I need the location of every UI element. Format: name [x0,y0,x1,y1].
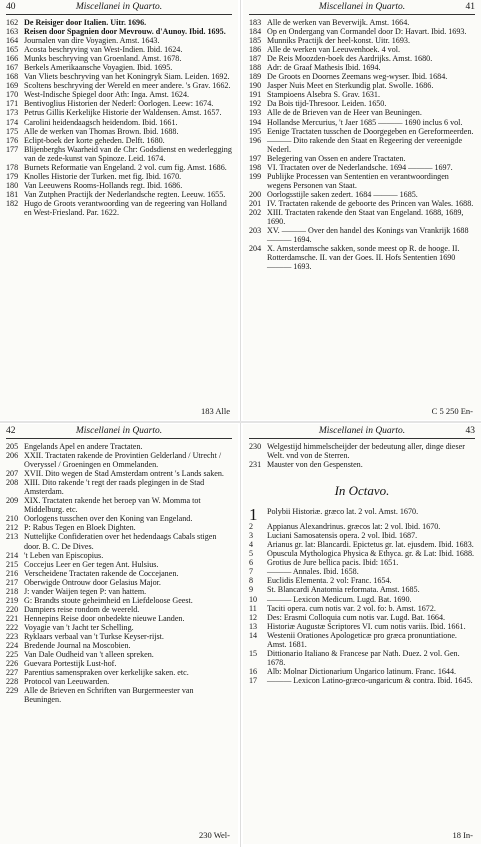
entry-number: 169 [6,81,19,91]
running-title: Miscellanei in Quarto. [75,2,163,12]
page-40 [0,0,238,420]
entry-text: XVII. Dito wegen de Stad Amsterdam ontrent 's Lands saken. [24,469,224,479]
catalog-entry [6,668,232,677]
entry-number: 200 [249,189,262,199]
catalog-entry [6,36,232,45]
entry-text: Luciani Samosatensis opera. 2 vol. Ibid. 1687. [267,531,418,541]
entry-text: Hennepins Reise door onbedekte nieuwe Landen. [24,613,185,623]
entry-number: 1 [249,505,258,525]
entry-text: St. Blancardi Anatomia reformata. Amst. 1685. [267,585,420,595]
page-43 [243,424,481,844]
entry-number: 207 [6,469,19,479]
catalog-entry [6,172,232,181]
entry-number: 167 [6,63,19,73]
entry-number: 171 [6,99,19,109]
entry-number: 227 [6,668,19,678]
section-heading: In Octavo. [334,483,390,499]
entry-number: 10 [249,594,258,604]
catalog-entry [249,622,475,631]
catalog-entry [6,641,232,650]
entry-text: 't Leben van Episcopius. [24,550,104,560]
entry-number: 180 [6,180,19,190]
entry-number: 195 [249,126,262,136]
entry-number: 190 [249,81,262,91]
entry-number: 231 [249,460,262,470]
catalog-entry [6,605,232,614]
catalog-entry [249,127,475,136]
entry-number: 220 [6,604,19,614]
entry-text: Blijenberghs Waarheid van de Chr: Godsdienst en wederlegging van de zede-kunst van Spinoze. Leid. 1674. [24,144,232,163]
entry-number: 4 [249,540,254,550]
catalog-entry [6,181,232,190]
entry-text: Dampiers reise rondom de weereld. [24,604,140,614]
entry-number: 221 [6,613,19,623]
catalog-entry [249,595,475,604]
entry-number: 2 [249,522,254,532]
page-number: 40 [6,2,16,12]
entry-number: 187 [249,54,262,64]
entry-text: Engelands Apel en andere Tractaten. [24,442,143,451]
catalog-entry [249,36,475,45]
catalog-entry [249,522,475,531]
catalog-entry [6,127,232,136]
entry-number: 173 [6,108,19,118]
catalog-entry [249,154,475,163]
entry-text: Coccejus Leer en Ger tegen Ant. Hulsius. [24,559,159,569]
entry-text: Euclidis Elementa. 2 vol: Franc. 1654. [267,576,392,586]
entry-number: 196 [249,135,262,145]
catalog-entry [6,442,232,451]
catalog-entry [6,623,232,632]
entry-text: Adr: de Graaf Mathesis Ibid. 1694. [267,63,381,73]
catalog-entry [6,108,232,117]
catalog-entry [249,45,475,54]
entry-number: 215 [6,559,19,569]
entry-number: 203 [249,226,262,236]
page-header [243,0,481,12]
catalog-entry [249,460,475,469]
catalog-entry [6,659,232,668]
entry-number: 164 [6,36,19,46]
header-rule [6,14,232,15]
running-title: Miscellanei in Quarto. [318,426,406,436]
entry-number: 204 [249,244,262,254]
catchword: 230 Wel- [198,830,230,840]
entry-text: Scoltens beschryving der Wereld en meer andere. 's Grav. 1662. [24,81,231,91]
catalog-entry [249,108,475,117]
catalog-entry [249,531,475,540]
entry-number: 183 [249,18,262,27]
catalog-entry [6,596,232,605]
catalog-entry [6,199,232,217]
catalog-entry [6,614,232,623]
entry-text: Belegering van Ossen en andere Tractaten. [267,153,406,163]
entry-number: 3 [249,531,254,541]
catalog-entry [249,208,475,226]
entry-number: 15 [249,648,258,658]
entry-text: Alle de werken van Thomas Brown. Ibid. 1688. [24,126,179,136]
entry-number: 229 [6,686,19,696]
catalog-entry [6,54,232,63]
header-rule [249,14,475,15]
running-title: Miscellanei in Quarto. [318,2,406,12]
catalog-entry [6,478,232,496]
entry-number: 216 [6,568,19,578]
entry-text: Eenige Tractaten tusschen de Doorgegeben en Gereformeerden. [267,126,474,136]
entry-text: Alle de de Brieven van de Heer van Beuningen. [267,108,422,118]
catalog-entry [249,540,475,549]
entry-number: 162 [6,18,19,27]
entry-number: 223 [6,631,19,641]
page-number: 42 [6,426,16,436]
entry-text: Guevara Portestijk Lust-hof. [24,659,117,669]
entry-text: Dittionario Italiano & Francese par Nath. Duez. 2 vol. Gen. 1678. [267,648,460,667]
entry-number: 191 [249,90,262,100]
entry-number: 7 [249,567,254,577]
entry-number: 230 [249,442,262,451]
catalog-entry [6,81,232,90]
entry-text: Jasper Nuis Meet en Sterkundig plat. Swolle. 1686. [267,81,434,91]
entry-text: Westenii Orationes Apologeticæ pro græca pronuntiatione. Amst. 1681. [267,630,457,649]
page-header [243,424,481,436]
catalog-entry [249,72,475,81]
entry-number: 8 [249,576,254,586]
catalog-entry [249,27,475,36]
entry-number: 192 [249,99,262,109]
entry-text: Reisen door Spagnien door Mevrouw. d'Aunoy. Ibid. 1695. [24,27,226,37]
entry-text: Op en Ondergang van Cormandel door D: Havart. Ibid. 1693. [267,27,467,37]
entry-text: G: Brandts stoute geheimheid en Liefdeloose Geest. [24,595,193,605]
catalog-entry [6,677,232,686]
entry-text: ——— Annales. Ibid. 1658. [267,567,359,577]
page-number: 41 [465,2,475,12]
catalog-entry [249,136,475,154]
entry-number: 201 [249,198,262,208]
entry-text: De Reis Moozden-boek des Aardrijks. Amst. 1680. [267,54,433,64]
entry-number: 6 [249,558,254,568]
entry-text: Voyagie van 't Jacht ter Schelling. [24,622,134,632]
entry-number: 224 [6,641,19,651]
catalog-entry [6,686,232,704]
entry-text: Van Zutphen Practijk der Nederlandsche regten. Leeuw. 1655. [24,189,226,199]
entry-text: Oberwigde Ontrouw door Gelasius Major. [24,577,161,587]
page-number: 43 [465,426,475,436]
catchword: 183 Alle [200,406,230,416]
entry-number: 213 [6,532,19,542]
entry-number: 12 [249,612,258,622]
entry-number: 209 [6,496,19,506]
catalog-entry [249,576,475,585]
entry-number: 186 [249,45,262,55]
catchword: 18 In- [452,830,473,840]
catalog-entries [0,18,238,217]
entry-text: Appianus Alexandrinus. græcos lat: 2 vol. Ibid. 1670. [267,522,441,532]
entry-text: Van Vliets beschryving van het Koningryk Siam. Leiden. 1692. [24,72,230,82]
entry-number: 165 [6,45,19,55]
catalog-entry [6,551,232,560]
catalog-entry [249,118,475,127]
catalog-entry [6,587,232,596]
entry-number: 206 [6,451,19,461]
catalog-entry [249,585,475,594]
entry-text: Acosta beschryving van West-Indien. Ibid. 1624. [24,45,183,55]
entry-text: Alb: Molnar Dictionarium Ungarico latinum. Franc. 1644. [267,666,457,676]
catalog-entries-quarto [243,442,481,469]
entry-number: 166 [6,54,19,64]
catalog-entry [6,560,232,569]
entry-number: 184 [249,27,262,37]
catchword: C 5 250 En- [431,406,473,416]
entry-text: Welgestijd himmelscheijder der bedeutung aller, dinge dieser Welt. vnd von de Sterren. [267,442,465,461]
entry-number: 208 [6,478,19,488]
entry-text: Berkels Amerikaansche Voyagien. Ibid. 1695. [24,63,173,73]
entry-text: Alle de werken van Beverwijk. Amst. 1664. [267,18,410,27]
catalog-entry [249,667,475,676]
page-gutter [240,0,241,847]
entry-text: Bredende Journal na Moscobien. [24,641,131,651]
entry-number: 175 [6,126,19,136]
entry-text: Ryklaars verbaal van 't Turkse Keyser-rijst. [24,631,164,641]
entry-text: ——— Dito rakende den Staat en Regeering der vereenigde Nederl. [267,135,463,154]
entry-number: 176 [6,135,19,145]
catalog-entry [249,649,475,667]
page-42 [0,424,238,844]
entry-text: Knolles Historie der Turken. met fig. Ibid. 1670. [24,171,182,181]
catalog-entry [6,18,232,27]
entry-number: 225 [6,650,19,660]
entry-text: XIII. Tractaten rakende den Staat van Engeland. 1688, 1689, 1690. [267,207,464,227]
catalog-entry [249,567,475,576]
entry-number: 11 [249,603,257,613]
entry-number: 197 [249,153,262,163]
catalog-entry [249,244,475,271]
entry-text: ——— Lexicon Latino-græco-ungaricum & contra. Ibid. 1645. [267,675,473,685]
entry-text: IV. Tractaten rakende de geboorte des Princen van Wales. 1688. [267,198,474,208]
entry-text: De Groots en Doornes Zeemans weg-wyser. Ibid. 1684. [267,72,448,82]
catalog-entry [6,496,232,514]
entry-number: 202 [249,207,262,217]
catalog-entry [6,63,232,72]
entry-number: 212 [6,523,19,533]
catalog-entry [6,99,232,108]
catalog-entry [249,163,475,172]
catalog-entry [249,63,475,72]
entry-number: 218 [6,586,19,596]
entry-number: 13 [249,621,258,631]
entry-number: 174 [6,117,19,127]
entry-number: 189 [249,72,262,82]
entry-number: 205 [6,442,19,451]
catalog-entry [6,578,232,587]
page-41 [243,0,481,420]
entry-text: Taciti opera. cum notis var. 2 vol. fo: b. Amst. 1672. [267,603,436,613]
catalog-entry [249,99,475,108]
entry-text: Eclipt-boek der korte geheden. Delft. 1680. [24,135,165,145]
entry-text: Historiæ Augustæ Scriptores VI. cum notis variis. Ibid. 1661. [267,621,466,631]
entry-number: 194 [249,117,262,127]
entry-number: 228 [6,677,19,687]
catalog-entry [6,72,232,81]
catalog-entry [6,469,232,478]
catalog-entries [243,18,481,271]
header-rule [6,438,232,439]
catalog-entry [6,650,232,659]
entry-text: Van Leeuwens Rooms-Hollands regt. Ibid. 1686. [24,180,183,190]
catalog-entry [6,514,232,523]
entry-text: Grotius de Jure bellica pacis. Ibid: 1651. [267,558,399,568]
catalog-entry [249,549,475,558]
catalog-entry [6,569,232,578]
entry-number: 181 [6,189,19,199]
entry-number: 17 [249,675,258,685]
entry-text: Burnets Reformatie van Engeland. 2 vol. cum fig. Amst. 1686. [24,162,227,172]
entry-number: 188 [249,63,262,73]
catalog-entry [249,442,475,460]
entry-number: 214 [6,550,19,560]
page-header [0,424,238,436]
catalog-entry [6,190,232,199]
entry-text: Opuscula Mythologica Physica & Ethyca. gr. & Lat: Ibid. 1688. [267,549,475,559]
catalog-entry [249,604,475,613]
entry-text: Carolini heidendaagsch heidendom. Ibid. 1661. [24,117,178,127]
entry-text: Hugo de Groots verantwoording van de regeering van Holland en West-Friesland. Par. 1622. [24,198,227,217]
catalog-entry [6,163,232,172]
catalog-entry [6,523,232,532]
entry-text: XXII. Tractaten rakende de Provintien Gelderland / Utrecht / Overyssel / Groeningen en Ommelanden. [24,451,222,470]
catalog-entry [249,54,475,63]
catalog-entry [249,81,475,90]
entry-text: VI. Tractaten over de Nederlandsche. 1694 ——— 1697. [267,162,453,172]
entry-number: 222 [6,622,19,632]
catalog-entry [6,532,232,550]
catalog-entry [6,451,232,469]
entry-text: Hollandse Mercurius, 't Jaer 1685 ——— 1690 inclus 6 vol. [267,117,463,127]
entry-text: XV. ——— Over den handel des Konings van Vrankrijk 1688 ——— 1694. [267,226,469,245]
entry-text: Polybii Historiæ. græco lat. 2 vol. Amst. 1670. [267,507,419,517]
entry-text: De Reisiger door Italien. Uitr. 1696. [24,18,147,27]
entry-number: 177 [6,144,19,154]
entry-text: Da Bois tijd-Thresoor. Leiden. 1650. [267,99,387,109]
entry-number: 219 [6,595,19,605]
catalog-entry [249,199,475,208]
catalog-entry [249,226,475,244]
catalog-entry [249,90,475,99]
catalog-entry [6,45,232,54]
entry-text: Van Dale Oudheid van 't alleen spreken. [24,650,154,660]
entry-number: 178 [6,162,19,172]
catalog-entry [6,632,232,641]
entry-text: Bentivoglius Historien der Nederl: Oorlogen. Leew: 1674. [24,99,214,109]
entry-text: Parentius samenspraken over kerkelijke saken. etc. [24,668,189,678]
catalog-entries [0,442,238,704]
entry-number: 163 [6,27,19,37]
entry-text: Verscheidene Tractaten rakende de Coccejanen. [24,568,179,578]
entry-number: 168 [6,72,19,82]
catalog-entry [249,558,475,567]
entry-number: 14 [249,630,258,640]
entry-text: Arianus gr. lat: Blancardi. Epictetus gr. lat. ejusdem. Ibid. 1683. [267,540,474,550]
catalog-entry [249,505,475,525]
entry-text: Mauster von den Gespensten. [267,460,363,470]
entry-text: Petrus Gillis Kerkelijke Historie der Waldensen. Amst. 1657. [24,108,222,118]
entry-number: 179 [6,171,19,181]
entry-text: J: vander Waijen tegen P: van hattem. [24,586,147,596]
catalog-entry [249,676,475,685]
entry-number: 185 [249,36,262,46]
entry-text: Nuttelijke Confideratien over het hedendaags Cabals stigen door. B. C. De Dives. [24,532,217,551]
entry-text: Oorlogsstijle saken zedert. 1684 ——— 1685. [267,189,418,199]
entry-number: 210 [6,514,19,524]
running-title: Miscellanei in Quarto. [75,426,163,436]
entry-number: 16 [249,666,258,676]
entry-text: XIII. Dito rakende 't regt der raads plegingen in de Stad Amsterdam. [24,478,205,497]
catalog-entry [6,90,232,99]
catalog-entry [249,190,475,199]
entry-text: Munniks Practijk der heel-konst. Uitr. 1693. [267,36,410,46]
entry-text: Stampioens Alsebra S. Grav. 1631. [267,90,380,100]
entry-text: Munks beschryving van Groenland. Amst. 1678. [24,54,182,64]
entry-text: Publijke Processen van Sententien en verantwoordingen wegens Personen van Staat. [267,171,449,190]
entry-text: Journalen van dire Voyagien. Amst. 1643. [24,36,160,46]
entry-number: 193 [249,108,262,118]
page-header [0,0,238,12]
spread-divider [0,421,481,423]
entry-text: ——— Lexicon Medicum. Lugd. Bat. 1690. [267,594,412,604]
entry-text: Alle de werken van Leeuwenhoek. 4 vol. [267,45,401,55]
entry-number: 5 [249,549,254,559]
entry-number: 170 [6,90,19,100]
entry-number: 217 [6,577,19,587]
catalog-entry [6,145,232,163]
entry-number: 226 [6,659,19,669]
entry-text: Alle de Brieven en Schriften van Burgermeester van Beuningen. [24,686,194,705]
entry-number: 9 [249,585,254,595]
entry-text: Des: Erasmi Colloquia cum notis var. Lugd. Bat. 1664. [267,612,446,622]
catalog-entry [6,118,232,127]
entry-text: XIX. Tractaten rakende het beroep van W. Momma tot Middelburg. etc. [24,496,201,515]
entry-text: P: Rabus Tegen en Bloek Dighten. [24,523,136,533]
catalog-entry [6,27,232,36]
header-rule [249,438,475,439]
catalog-entry [249,18,475,27]
catalog-entries-octavo [243,507,481,685]
catalog-entry [249,631,475,649]
entry-text: Oorlogens tusschen over den Koning van Engeland. [24,514,193,524]
entry-text: X. Amsterdamsche sakken, sonde meest op R. de hooge. II. Rotterdamsche. II. van der Goes. II. Hofs Sententien 1690 ——— 1693. [267,244,460,272]
entry-text: West-Indische Spiegel door Ath: Inga. Amst. 1624. [24,90,190,100]
catalog-entry [6,136,232,145]
entry-text: Protocol van Leeuwarden. [24,677,110,687]
catalog-entry [249,613,475,622]
entry-number: 199 [249,171,262,181]
entry-number: 182 [6,198,19,208]
catalog-entry [249,172,475,190]
entry-number: 198 [249,162,262,172]
